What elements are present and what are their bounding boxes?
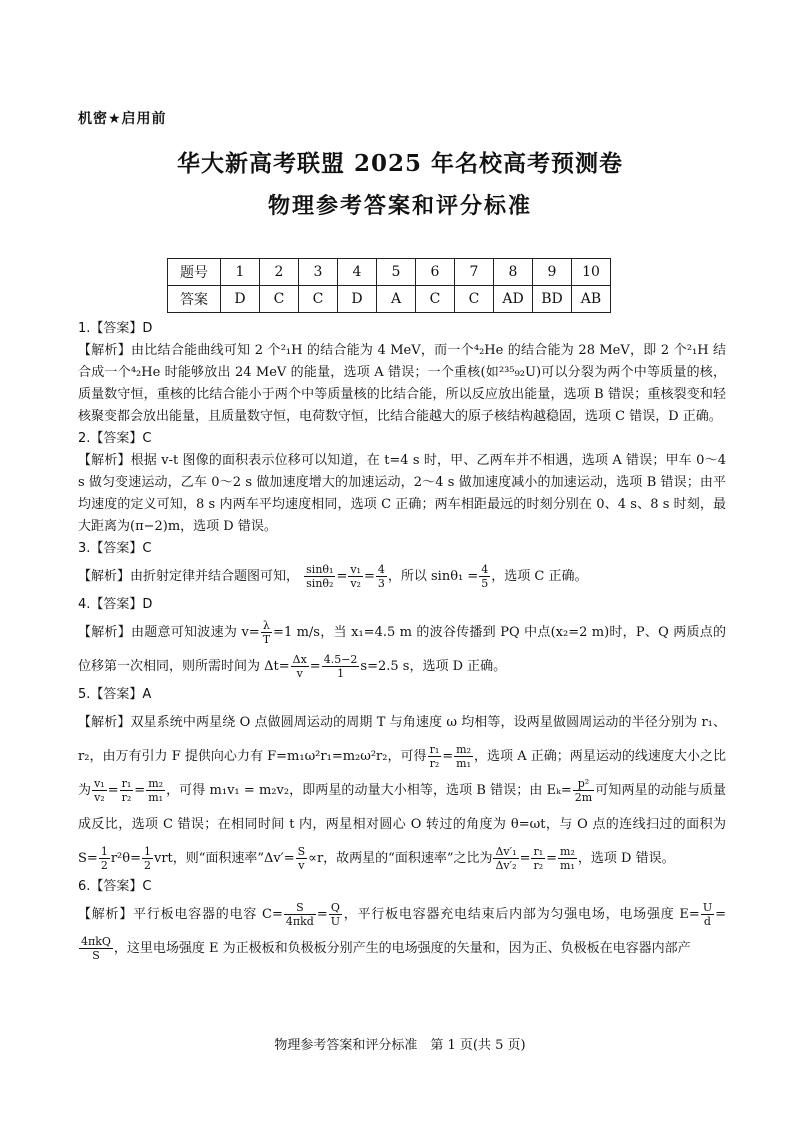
question-number-cell: 4	[338, 259, 377, 286]
q4-text-2: =1 m/s，当 x₁=4.5 m 的波谷传播到 PQ 中点(x₂=2 m)时，P、Q 两质点的位移第一次相同，则所需时间为 Δt=	[78, 625, 726, 674]
q6-text-1: 【解析】平行板电容器的电容 C=	[78, 907, 283, 922]
q5-text-1: 【解析】双星系统中两星绕 O 点做圆周运动的周期 T 与角速度 ω 均相等，设两星做圆周运动的半径分别为 r₁、r₂，由万有引力 F 提供向心力有 F=m₁ω²r₁=m₂ω²r₂，可得	[78, 715, 726, 764]
q5-text-8: ，选项 D 错误。	[577, 851, 675, 866]
q5-frac1-den: r₂	[429, 757, 440, 770]
q5-frac2-den: m₁	[456, 757, 471, 770]
q6-text-3: ，这里电场强度 E 为正极板和负极板分别产生的电场强度的矢量和，因为正、负极板在电容器内部产	[113, 941, 691, 956]
q6-text-2: ，平行板电容器充电结束后内部为匀强电场，电场强度 E=	[343, 907, 700, 922]
q3-fraction-2	[348, 563, 363, 590]
q5-fraction-12	[558, 845, 577, 872]
answer-table	[167, 258, 611, 313]
q1-answer: 1.【答案】D	[78, 321, 153, 336]
answer-cell: D	[221, 286, 260, 313]
q5-fraction-7	[99, 845, 110, 872]
q4-fraction-1	[261, 619, 272, 646]
q5-fraction-3	[92, 777, 107, 804]
q5-frac4-num: r₁	[121, 777, 132, 790]
page-footer: 物理参考答案和评分标准 第 1 页(共 5 页)	[274, 1038, 526, 1053]
table-header-number: 题号	[168, 259, 221, 286]
q5-frac7-num: 1	[100, 845, 108, 858]
q3-frac4-den: 5	[481, 577, 489, 590]
q4-frac1-num: λ	[261, 619, 272, 633]
q5-fraction-2	[454, 743, 473, 770]
q4-text-1: 【解析】由题意可知波速为 v=	[78, 625, 260, 640]
secret-label: 机密★启用前	[78, 111, 167, 127]
q3-frac2-num: v₁	[350, 563, 361, 576]
answer-cell: A	[377, 286, 416, 313]
q5-frac8-num: 1	[143, 845, 151, 858]
q5-frac10-den: Δv′₂	[495, 859, 517, 872]
q6-explanation: 【解析】平行板电容器的电容 C= $\frac{S}{\text{4πkd}}$ = $\frac{Q}{U}$ ，平行板电容器充电结束后内部为匀强电场，电场强度 E= $\frac{U}{d}$ = $\frac{\text{4πkQ}}{S}$ ，这里电场强度 E 为正极板和负极板分别产生的电场强度的矢量和，因为正、负极板在电容器内部产	[78, 901, 726, 962]
q5-frac9-num: S	[297, 845, 306, 858]
answers-content	[78, 318, 726, 966]
question-number-cell: 3	[299, 259, 338, 286]
question-number-cell: 8	[494, 259, 533, 286]
q5-frac6-num: p²	[573, 777, 594, 791]
q5-text-4: 可知两星的动能与质量成反比，选项 C 错误；在相同时间 t 内，两星相对圆心 O 转过的角度为 θ=ωt，与 O 点的连线扫过的面积为 S=	[78, 783, 726, 866]
table-header-answer: 答案	[168, 286, 221, 313]
q6-fraction-2	[329, 901, 342, 928]
q5-frac5-num: m₂	[148, 777, 164, 790]
q5-frac1-num: r₁	[429, 743, 440, 756]
q4-fraction-2	[291, 653, 309, 680]
question-number-cell: 6	[416, 259, 455, 286]
q6-fraction-3	[701, 901, 714, 928]
q4-text-3: s=2.5 s，选项 D 正确。	[360, 659, 507, 674]
q3-frac1-den: sinθ₂	[306, 577, 334, 590]
q4-frac1-den: T	[262, 633, 271, 646]
q5-fraction-10	[493, 845, 518, 872]
q3-text-3: ，选项 C 正确。	[491, 569, 588, 584]
q3-fraction-1	[304, 563, 335, 590]
q5-frac7-den: 2	[100, 859, 108, 872]
q5-text-2: ，选项 A 正确；两星运动的线速度大小之比为	[78, 749, 726, 798]
q5-fraction-4	[120, 777, 134, 804]
q5-frac2-num: m₂	[456, 743, 471, 756]
page-title: 华大新高考联盟 2025 年名校高考预测卷	[176, 150, 624, 177]
q5-frac12-num: m₂	[560, 845, 575, 858]
q2-explanation: 【解析】根据 v-t 图像的面积表示位移可以知道，在 t=4 s 时，甲、乙两车并不相遇，选项 A 错误；甲车 0～4 s 做匀变速运动，乙车 0～2 s 做加速度增大的加速运动，2～4 s 做加速度减小的加速运动，选项 B 错误；由平均速度的定义可知，8 s 内两车平均速度相同，选项 C 正确；两车相距最远的时刻分别在 0、4 s、8 s 时刻，最大距离为(π−2)m，选项 D 错误。	[78, 453, 726, 534]
q5-frac4-den: r₂	[121, 791, 132, 804]
q3-fraction-4	[479, 563, 490, 590]
q5-frac11-den: r₂	[533, 859, 544, 872]
q4-frac2-den: v	[296, 667, 303, 680]
q4-frac3-den: 1	[337, 667, 345, 680]
q3-frac3-den: 3	[377, 577, 385, 590]
q3-fraction-3	[376, 563, 387, 590]
q4-frac3-num: 4.5−2	[323, 653, 358, 666]
answer-table-number-row	[168, 259, 611, 286]
answer-cell: C	[260, 286, 299, 313]
q5-fraction-6	[573, 777, 594, 804]
answer-cell: C	[455, 286, 494, 313]
question-1	[78, 318, 726, 428]
answer-cell: AD	[494, 286, 533, 313]
q3-frac4-num: 4	[481, 563, 489, 576]
q6-fraction-1	[284, 901, 316, 928]
question-number-cell: 10	[572, 259, 611, 286]
answer-cell: C	[416, 286, 455, 313]
q6-answer: 6.【答案】C	[78, 879, 152, 894]
q6-fraction-4	[79, 935, 113, 962]
q5-fraction-8	[142, 845, 153, 872]
q5-text-3: ，可得 m₁v₁ = m₂v₂，即两星的动量大小相等，选项 B 错误；由 Eₖ=	[166, 783, 572, 798]
q5-text-5: r²θ=	[110, 851, 141, 866]
q6-frac4-num: 4πkQ	[81, 935, 111, 948]
q6-frac3-num: U	[702, 901, 713, 914]
q5-text-6: vrt，则“面积速率”Δv′=	[153, 851, 295, 866]
q4-explanation: 【解析】由题意可知波速为 v= $\frac{\lambda}{T}$ =1 m/s，当 x₁=4.5 m 的波谷传播到 PQ 中点(x₂=2 m)时，P、Q 两质点的位移第一次相同，则所需时间为 Δt= $\frac{\Delta x}{v}$ = $\frac{4.5-2}{1}$ s=2.5 s，选项 D 正确。	[78, 619, 726, 680]
q5-answer: 5.【答案】A	[78, 687, 152, 702]
page-subtitle: 物理参考答案和评分标准	[267, 194, 532, 219]
q6-frac4-den: S	[92, 949, 100, 962]
q5-frac8-den: 2	[143, 859, 151, 872]
q1-explanation: 【解析】由比结合能曲线可知 2 个²₁H 的结合能为 4 MeV，而一个⁴₂He 的结合能为 28 MeV，即 2 个²₁H 结合成一个⁴₂He 时能够放出 24 MeV 的能量，选项 A 错误；一个重核(如²³⁵₉₂U)可以分裂为两个中等质量的核，质量数守恒，重核的比结合能小于两个中等质量核的比结合能，所以反应放出能量，选项 B 错误；重核裂变和轻核聚变都会放出能量，且质量数守恒，电荷数守恒，比结合能越大的原子核结构越稳固，选项 C 错误，D 正确。	[78, 343, 726, 424]
q5-explanation: 【解析】双星系统中两星绕 O 点做圆周运动的周期 T 与角速度 ω 均相等，设两星做圆周运动的半径分别为 r₁、r₂，由万有引力 F 提供向心力有 F=m₁ω²r₁=m₂ω²r₂，可得 $\frac{\text{r₁}}{\text{r₂}}$ = $\frac{\text{m₂}}{\text{m₁}}$ ，选项 A 正确；两星运动的线速度大小之比为 $\frac{\text{v₁}}{\text{v₂}}$ = $\frac{\text{r₁}}{\text{r₂}}$ = $\frac{\text{m₂}}{\text{m₁}}$ ，可得 m₁v₁ = m₂v₂，即两星的动量大小相等，选项 B 错误；由 Eₖ= $\frac{\text{p²}}{2m}$ 可知两星的动能与质量成反比，选项 C 错误；在相同时间 t 内，两星相对圆心 O 转过的角度为 θ=ωt，与 O 点的连线扫过的面积为 S= $\frac{1}{2}$ r²θ= $\frac{1}{2}$ vrt，则“面积速率”Δv′= $\frac{S}{v}$ ∝r，故两星的“面积速率”之比为 $\frac{\text{Δv′₁}}{\text{Δv′₂}}$ = $\frac{\text{r₁}}{\text{r₂}}$ = $\frac{\text{m₂}}{\text{m₁}}$ ，选项 D 错误。	[78, 715, 726, 872]
q5-fraction-11	[531, 845, 545, 872]
q3-explanation: 【解析】由折射定律并结合题图可知， $\frac{\text{sinθ₁}}{\text{sinθ₂}}$ = $\frac{\text{v₁}}{\text{v₂}}$ = $\frac{4}{3}$ ，所以 sinθ₁ = $\frac{4}{5}$ ，选项 C 正确。	[78, 563, 588, 590]
q6-frac3-den: d	[703, 915, 711, 928]
q5-text-7: ∝r，故两星的“面积速率”之比为	[308, 851, 493, 866]
question-4	[78, 594, 726, 684]
q6-frac1-num: S	[284, 901, 316, 915]
q3-frac1-num: sinθ₁	[306, 563, 334, 576]
question-3	[78, 538, 726, 594]
question-5	[78, 684, 726, 876]
answer-cell: AB	[572, 286, 611, 313]
answer-cell: D	[338, 286, 377, 313]
q4-frac2-num: Δx	[292, 653, 307, 666]
q4-answer: 4.【答案】D	[78, 597, 153, 612]
q2-answer: 2.【答案】C	[78, 431, 152, 446]
q5-frac5-den: m₁	[148, 791, 164, 804]
q5-fraction-9	[296, 845, 308, 872]
question-number-cell: 9	[533, 259, 572, 286]
q3-text-2: ，所以 sinθ₁ =	[387, 569, 479, 584]
q5-frac3-num: v₁	[94, 777, 105, 790]
q5-frac10-num: Δv′₁	[495, 845, 517, 858]
question-number-cell: 2	[260, 259, 299, 286]
q5-fraction-1	[428, 743, 442, 770]
question-number-cell: 7	[455, 259, 494, 286]
q3-frac2-den: v₂	[350, 577, 361, 590]
answer-cell: C	[299, 286, 338, 313]
q5-frac12-den: m₁	[560, 859, 575, 872]
q6-frac2-num: Q	[329, 901, 342, 915]
answer-table-answer-row	[168, 286, 611, 313]
question-6	[78, 876, 726, 966]
q5-frac9-den: v	[298, 859, 305, 872]
question-number-cell: 1	[221, 259, 260, 286]
q3-text-1: 【解析】由折射定律并结合题图可知，	[78, 569, 300, 584]
q5-frac11-num: r₁	[533, 845, 544, 858]
q3-answer: 3.【答案】C	[78, 541, 152, 556]
q5-fraction-5	[146, 777, 165, 804]
q6-frac2-den: U	[330, 915, 341, 928]
q5-frac6-den: 2m	[574, 791, 593, 804]
question-number-cell: 5	[377, 259, 416, 286]
q6-frac1-den: 4πkd	[285, 915, 314, 928]
q4-fraction-3	[322, 653, 360, 680]
answer-cell: BD	[533, 286, 572, 313]
q3-frac3-num: 4	[377, 563, 385, 576]
question-2	[78, 428, 726, 538]
q5-frac3-den: v₂	[94, 791, 105, 804]
